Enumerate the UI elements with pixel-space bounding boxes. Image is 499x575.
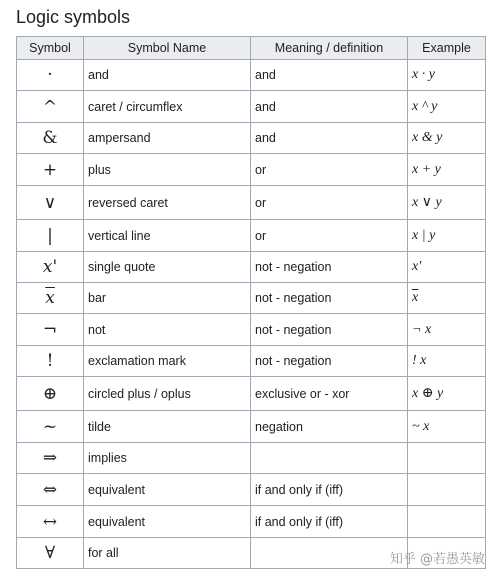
- example-cell: [408, 314, 486, 346]
- symbol-cell: [17, 123, 84, 154]
- symbol-name-cell: plus: [84, 154, 251, 186]
- example-text: x & y: [412, 130, 443, 145]
- table-row: [17, 346, 486, 377]
- example-cell: [408, 123, 486, 154]
- meaning-cell: and: [251, 91, 408, 123]
- symbol-cell: [17, 474, 84, 506]
- symbol-glyph: |: [47, 225, 53, 246]
- symbol-name-cell: single quote: [84, 252, 251, 283]
- symbol-name-cell: tilde: [84, 411, 251, 443]
- symbol-name-cell: ampersand: [84, 123, 251, 154]
- symbol-cell: [17, 283, 84, 314]
- symbol-glyph: &: [42, 128, 58, 148]
- header-meaning: Meaning / definition: [251, 37, 408, 60]
- table-row: [17, 411, 486, 443]
- header-symbol: Symbol: [17, 37, 84, 60]
- symbol-name-cell: reversed caret: [84, 186, 251, 220]
- example-cell: [408, 60, 486, 91]
- meaning-cell: negation: [251, 411, 408, 443]
- meaning-cell: or: [251, 186, 408, 220]
- table-header-row: [17, 37, 486, 60]
- symbol-cell: [17, 314, 84, 346]
- example-cell: [408, 252, 486, 283]
- symbol-name-cell: implies: [84, 443, 251, 474]
- symbol-glyph: !: [46, 351, 54, 371]
- symbol-cell: [17, 154, 84, 186]
- symbol-glyph: $\overline{x}$: [45, 288, 55, 308]
- example-text: ! x: [412, 353, 427, 368]
- table-row: [17, 91, 486, 123]
- table-row: [17, 474, 486, 506]
- header-symbol-name: Symbol Name: [84, 37, 251, 60]
- example-text: ~ x: [412, 418, 430, 434]
- symbol-glyph: ∀: [44, 543, 56, 563]
- symbol-name-cell: exclamation mark: [84, 346, 251, 377]
- example-text: x ⊕ y: [412, 386, 444, 401]
- symbol-name-cell: vertical line: [84, 220, 251, 252]
- symbol-name-cell: bar: [84, 283, 251, 314]
- symbol-name-cell: and: [84, 60, 251, 91]
- meaning-cell: if and only if (iff): [251, 506, 408, 538]
- example-text: ¬ x: [412, 321, 432, 337]
- example-text: x': [412, 259, 422, 274]
- meaning-cell: and: [251, 123, 408, 154]
- symbol-cell: [17, 538, 84, 569]
- example-cell: [408, 377, 486, 411]
- symbol-cell: [17, 506, 84, 538]
- example-text: x ^ y: [412, 98, 438, 114]
- table-row: [17, 186, 486, 220]
- symbol-glyph: ∨: [43, 192, 57, 213]
- example-text: x + y: [412, 161, 441, 177]
- symbol-name-cell: for all: [84, 538, 251, 569]
- table-row: [17, 123, 486, 154]
- table-row: [17, 283, 486, 314]
- symbol-name-cell: circled plus / oplus: [84, 377, 251, 411]
- symbol-glyph: ·: [47, 65, 53, 85]
- example-cell: [408, 283, 486, 314]
- example-cell: [408, 443, 486, 474]
- symbol-cell: [17, 411, 84, 443]
- example-text: x · y: [412, 67, 435, 82]
- meaning-cell: not - negation: [251, 283, 408, 314]
- symbol-glyph: ^: [42, 96, 58, 117]
- example-cell: [408, 154, 486, 186]
- table-row: [17, 377, 486, 411]
- header-example: Example: [408, 37, 486, 60]
- symbol-glyph: ↔: [42, 511, 58, 532]
- table-row: [17, 314, 486, 346]
- symbol-name-cell: not: [84, 314, 251, 346]
- table-row: [17, 60, 486, 91]
- symbol-cell: [17, 60, 84, 91]
- meaning-cell: or: [251, 220, 408, 252]
- meaning-cell: not - negation: [251, 346, 408, 377]
- symbol-cell: [17, 252, 84, 283]
- symbol-cell: [17, 186, 84, 220]
- example-cell: [408, 220, 486, 252]
- table-row: [17, 506, 486, 538]
- logic-symbols-table: [16, 36, 486, 569]
- meaning-cell: [251, 538, 408, 569]
- symbol-glyph: ¬: [42, 319, 58, 340]
- symbol-glyph: ⊕: [42, 383, 58, 404]
- symbol-glyph: ~: [42, 416, 58, 437]
- symbol-name-cell: equivalent: [84, 474, 251, 506]
- symbol-glyph: ⇒: [42, 448, 58, 468]
- symbol-cell: [17, 91, 84, 123]
- example-text: x ∨ y: [412, 195, 442, 210]
- meaning-cell: and: [251, 60, 408, 91]
- symbol-name-cell: caret / circumflex: [84, 91, 251, 123]
- symbol-cell: [17, 377, 84, 411]
- symbol-glyph: ⇔: [42, 479, 58, 500]
- example-cell: [408, 474, 486, 506]
- meaning-cell: [251, 443, 408, 474]
- example-cell: [408, 186, 486, 220]
- meaning-cell: or: [251, 154, 408, 186]
- example-cell: [408, 91, 486, 123]
- example-cell: [408, 346, 486, 377]
- symbol-glyph: x': [42, 257, 58, 277]
- meaning-cell: not - negation: [251, 314, 408, 346]
- page-title: Logic symbols: [16, 7, 131, 27]
- table-row: [17, 154, 486, 186]
- meaning-cell: not - negation: [251, 252, 408, 283]
- symbol-cell: [17, 443, 84, 474]
- example-cell: [408, 506, 486, 538]
- table-row: [17, 443, 486, 474]
- table-row: [17, 252, 486, 283]
- symbol-glyph: +: [42, 159, 58, 180]
- example-cell: [408, 411, 486, 443]
- symbol-cell: [17, 220, 84, 252]
- example-text: x | y: [412, 227, 436, 243]
- watermark: 知乎 @若愚英敏: [389, 552, 485, 567]
- symbol-cell: [17, 346, 84, 377]
- symbol-name-cell: equivalent: [84, 506, 251, 538]
- table-body: [17, 60, 486, 569]
- example-text: $\overline{x}$: [412, 290, 419, 305]
- meaning-cell: exclusive or - xor: [251, 377, 408, 411]
- meaning-cell: if and only if (iff): [251, 474, 408, 506]
- table-row: [17, 220, 486, 252]
